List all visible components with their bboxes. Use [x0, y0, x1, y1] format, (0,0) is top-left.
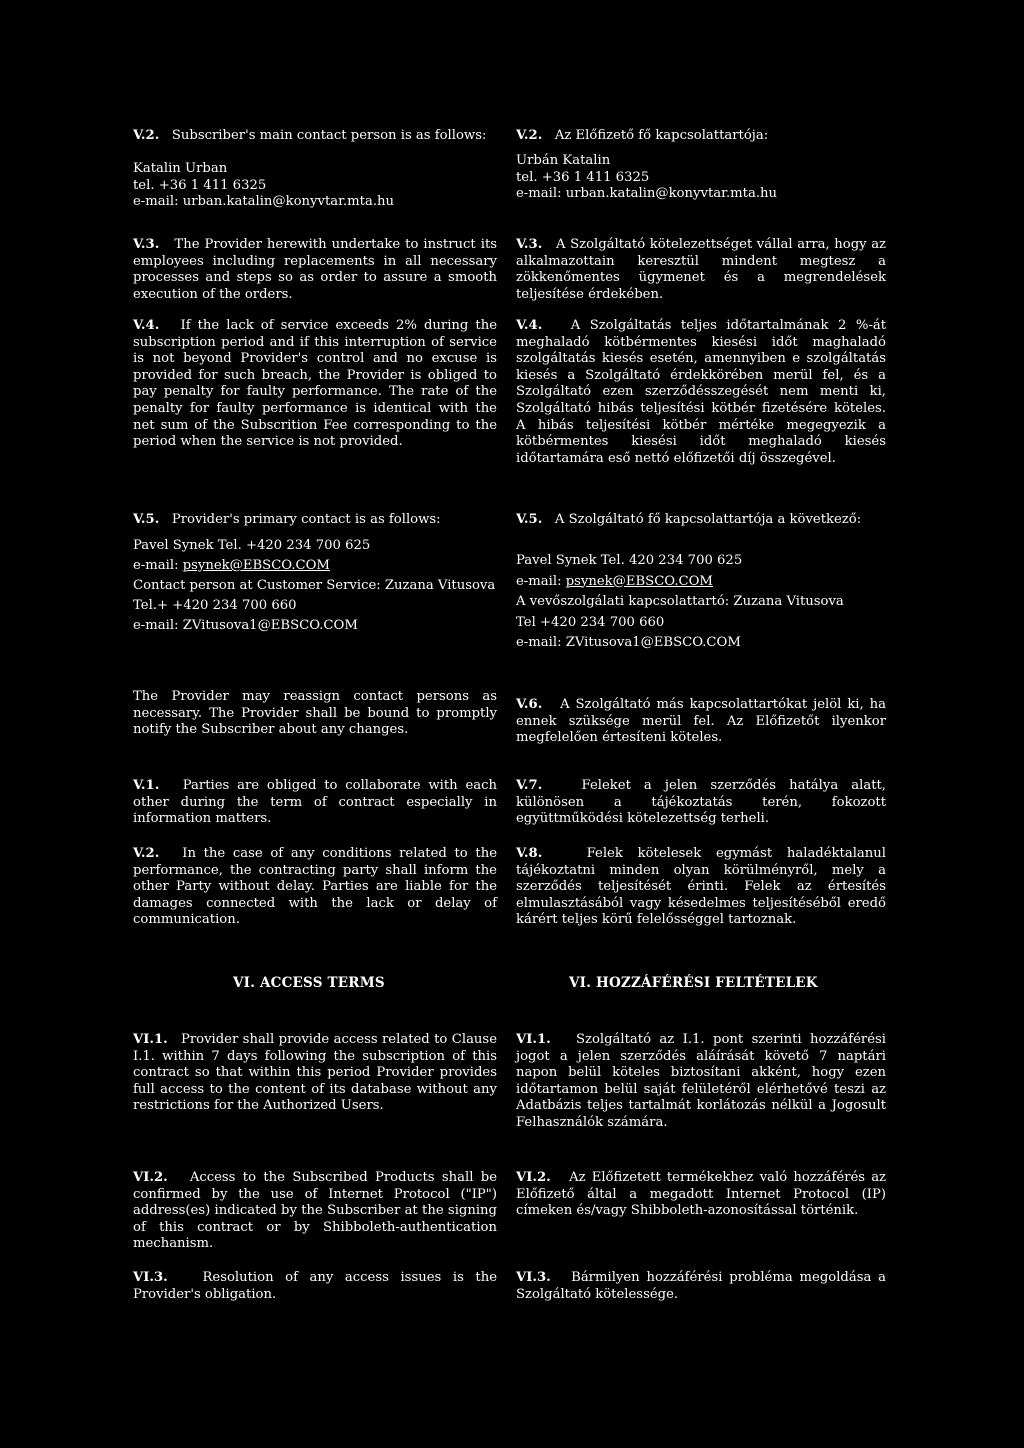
clause-v2-hu: [516, 128, 886, 145]
english-column: [133, 0, 497, 1448]
clause-number: VI.3.: [133, 1270, 168, 1285]
clause-v2b-en: [133, 846, 497, 929]
clause-v4-en: [133, 318, 497, 451]
subscriber-contact-en: [133, 161, 497, 211]
contact-tel: tel. +36 1 411 6325: [516, 169, 650, 185]
clause-vi2-en: [133, 1170, 497, 1253]
clause-vi1-en: [133, 1032, 497, 1115]
customer-service-email: e-mail: ZVitusova1@EBSCO.COM: [516, 635, 741, 650]
clause-number: VI.1.: [516, 1032, 551, 1047]
section-title-hu: VI. HOZZÁFÉRÉSI FELTÉTELEK: [569, 975, 818, 991]
provider-contact-hu: [516, 551, 886, 654]
clause-text: If the lack of service exceeds 2% during the subscription period and if this interruption of service is not beyond Provider's control and no excuse is provided for such breach, the Provider is obliged to pay penalty for faulty performance. The rate of the penalty for faulty performance is identical with the net sum of the Subscrition Fee corresponding to the period when the service is not provided.: [133, 318, 498, 450]
clause-v1b-en: [133, 778, 497, 828]
contact-email: [133, 556, 497, 576]
clause-text: The Provider herewith undertake to instruct its employees including replacements in all necessary processes and steps so as order to assure a smooth execution of the orders.: [133, 237, 498, 302]
clause-v5-en: [133, 512, 497, 529]
clause-number: V.2.: [133, 846, 160, 861]
subscriber-contact-hu: [516, 153, 886, 203]
clause-number: VI.1.: [133, 1032, 168, 1047]
contact-email: e-mail: urban.katalin@konyvtar.mta.hu: [516, 186, 777, 202]
paragraph-text: The Provider may reassign contact persons as necessary. The Provider shall be bound to promptly notify the Subscriber about any changes.: [133, 689, 497, 738]
hungarian-column: [516, 0, 886, 1448]
clause-v3-en: [133, 237, 497, 303]
clause-text: A Szolgáltató kötelezettséget vállal arra, hogy az alkalmazottain keresztül mindent megtesz a zökkenőmentes ügymenet és a megrendelések teljesítése érdekében.: [516, 237, 886, 302]
clause-heading: A Szolgáltató fő kapcsolattartója a következő:: [554, 512, 862, 527]
clause-number: V.8.: [516, 846, 543, 861]
contact-name: Katalin Urban: [133, 161, 228, 176]
clause-text: Access to the Subscribed Products shall be confirmed by the use of Internet Protocol ("IP") address(es) indicated by the Subscriber at the signing of this contract or by Shibboleth-authentication mechanism.: [133, 1170, 498, 1252]
email-link[interactable]: psynek@EBSCO.COM: [565, 573, 713, 589]
clause-text: Szolgáltató az I.1. pont szerinti hozzáférési jogot a jelen szerződés aláírását követő 7 naptári napon belül köteles biztosítani akként, hogy ezen időtartamon belül saját felületéről elérhetővé teszi az Adatbázis teljes tartalmát korlátozás nélkül a Jogosult Felhasználók számára.: [516, 1032, 887, 1130]
clause-number: VI.2.: [516, 1170, 551, 1185]
clause-text: A Szolgáltatás teljes időtartalmának 2 %-át meghaladó kötbérmentes kiesési időt maghaladó szolgáltatás kiesés esetén, amennyiben e szolgáltatás kiesés a Szolgáltató érdekkörében merül fel, és a Szolgáltató ezen szerződésszegését nem menti ki, Szolgáltató hibás teljesítési kötbér fizetésére köteles. A hibás teljesítési kötbér mértéke megegyezik a kötbérmentes kiesési időt meghaladó kiesés időtartamára eső nettó előfizetői díj összegével.: [516, 318, 886, 466]
clause-number: V.3.: [516, 237, 543, 252]
clause-number: V.3.: [133, 237, 160, 252]
clause-v8-hu: [516, 846, 886, 929]
contact-name: Urbán Katalin: [516, 153, 611, 168]
clause-text: Provider shall provide access related to Clause I.1. within 7 days following the subscription of this contract so that within this period Provider provides full access to the content of its database without any restrictions for the Authorized Users.: [133, 1032, 497, 1114]
customer-service-person: A vevőszolgálati kapcsolattartó: Zuzana Vitusova: [516, 594, 844, 609]
clause-vi3-en: [133, 1270, 497, 1303]
clause-v6-hu: [516, 697, 886, 747]
clause-heading: Provider's primary contact is as follows:: [171, 512, 441, 527]
clause-text: A Szolgáltató más kapcsolattartókat jelöl ki, ha ennek szüksége merül fel. Az Előfizetőt ilyenkor megfelelően értesíteni köteles.: [516, 697, 886, 746]
clause-number: V.2.: [133, 128, 160, 143]
email-link[interactable]: psynek@EBSCO.COM: [182, 558, 330, 573]
clause-number: VI.2.: [133, 1170, 168, 1185]
clause-text: Parties are obliged to collaborate with each other during the term of contract especially in information matters.: [133, 778, 497, 827]
customer-service-person: Contact person at Customer Service: Zuzana Vitusova: [133, 578, 496, 593]
clause-number: V.7.: [516, 778, 543, 793]
clause-heading: Subscriber's main contact person is as follows:: [171, 128, 487, 143]
clause-number: V.6.: [516, 697, 543, 712]
provider-contact-en: [133, 536, 497, 636]
reassign-paragraph-en: [133, 689, 497, 739]
customer-service-tel: Tel.+ +420 234 700 660: [133, 598, 297, 613]
contact-tel: Pavel Synek Tel. 420 234 700 625: [516, 553, 743, 568]
clause-number: V.4.: [133, 318, 160, 333]
clause-v4-hu: [516, 318, 886, 467]
clause-number: V.4.: [516, 318, 543, 333]
clause-text: Resolution of any access issues is the Provider's obligation.: [133, 1270, 497, 1302]
customer-service-email: e-mail: ZVitusova1@EBSCO.COM: [133, 618, 358, 633]
email-label: e-mail:: [516, 573, 566, 589]
section-title-en: VI. ACCESS TERMS: [233, 975, 385, 991]
clause-number: V.5.: [516, 512, 543, 527]
clause-vi2-hu: [516, 1170, 886, 1220]
clause-number: VI.3.: [516, 1270, 551, 1285]
contact-email: e-mail: urban.katalin@konyvtar.mta.hu: [133, 194, 394, 210]
clause-text: In the case of any conditions related to the performance, the contracting party shall inform the other Party without delay. Parties are liable for the damages connected with the lack or delay of communication.: [133, 846, 497, 928]
clause-v2-en: [133, 128, 497, 145]
clause-v7-hu: [516, 778, 886, 828]
contact-tel: tel. +36 1 411 6325: [133, 177, 267, 193]
clause-text: Felek kötelesek egymást haladéktalanul tájékoztatni minden olyan körülményről, mely a szerződés teljesítését érinti. Felek az értesítés elmulasztásából vagy késedelmes teljesítéséből eredő kárért teljes körű felelősséggel tartoznak.: [516, 846, 886, 928]
clause-number: V.2.: [516, 128, 543, 143]
customer-service-tel: Tel +420 234 700 660: [516, 614, 665, 630]
clause-text: Bármilyen hozzáférési probléma megoldása a Szolgáltató kötelessége.: [516, 1270, 886, 1302]
clause-text: Feleket a jelen szerződés hatálya alatt, különösen a tájékoztatás terén, fokozott együttműködési kötelezettség terheli.: [516, 778, 886, 827]
clause-v5-hu: [516, 512, 886, 529]
clause-number: V.1.: [133, 778, 160, 793]
contact-tel: Pavel Synek Tel. +420 234 700 625: [133, 538, 371, 553]
clause-vi3-hu: [516, 1270, 886, 1303]
email-label: e-mail:: [133, 558, 183, 573]
contact-email: [516, 572, 886, 593]
clause-text: Az Előfizetett termékekhez való hozzáférés az Előfizető által a megadott Internet Protocol (IP) címeken és/vagy Shibboleth-azonosítással történik.: [516, 1170, 887, 1219]
clause-number: V.5.: [133, 512, 160, 527]
clause-vi1-hu: [516, 1032, 886, 1132]
clause-v3-hu: [516, 237, 886, 303]
clause-heading: Az Előfizető fő kapcsolattartója:: [554, 128, 769, 143]
